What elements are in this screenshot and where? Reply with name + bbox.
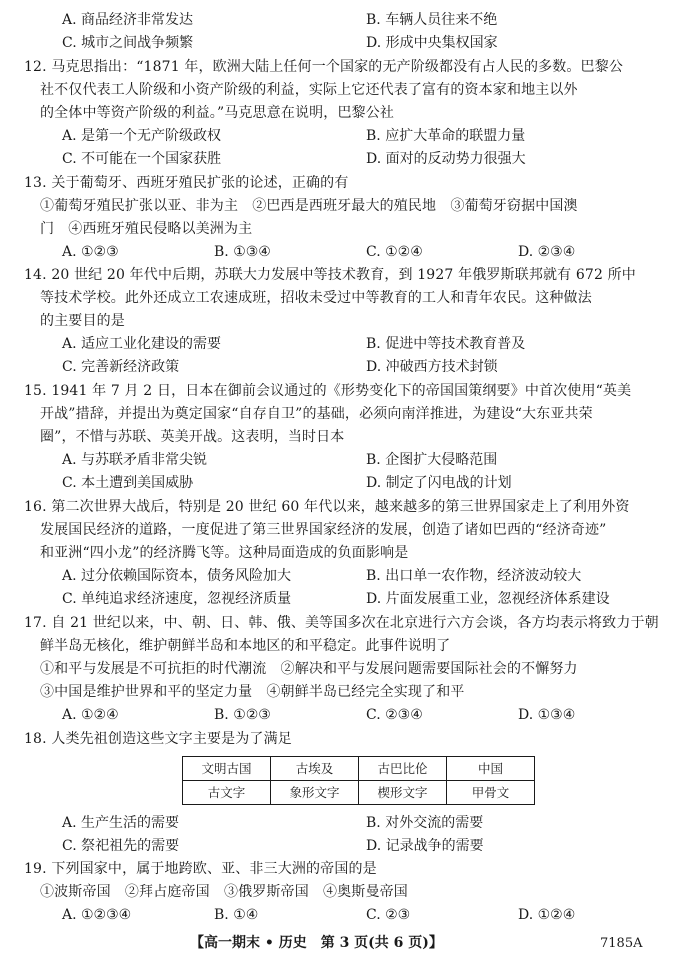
q19-option-c: C. ②③ (366, 907, 411, 923)
table-cell: 古文字 (183, 781, 271, 805)
q19-option-a: A. ①②③④ (62, 907, 132, 923)
q14-option-c: C. 完善新经济政策 (62, 359, 180, 375)
question-stem-line: 15. 1941 年 7 月 2 日，日本在御前会议通过的《形势变化下的帝国国策纲要》中首次使用“英美 (24, 383, 632, 399)
q18-option-a: A. 生产生活的需要 (62, 815, 180, 831)
q11-option-a: A. 商品经济非常发达 (62, 12, 194, 28)
q13-option-c: C. ①②④ (366, 244, 423, 260)
table-row (183, 757, 535, 781)
question-stem-line: 发展国民经济的道路，一度促进了第三世界国家经济的发展，创造了诸如巴西的“经济奇迹” (40, 522, 607, 538)
question-stem-line: 等技术学校。此外还成立工农速成班，招收未受过中等教育的工人和青年农民。这种做法 (40, 290, 592, 306)
q11-option-d: D. 形成中央集权国家 (366, 35, 498, 51)
q16-option-a: A. 过分依赖国际资本，债务风险加大 (62, 568, 292, 584)
table-cell: 古巴比伦 (359, 757, 447, 781)
table-cell: 文明古国 (183, 757, 271, 781)
question-stem-line: 17. 自 21 世纪以来，中、朝、日、韩、俄、美等国多次在北京进行六方会谈，各方均表示将致力于朝 (24, 615, 659, 631)
q12-option-d: D. 面对的反动势力很强大 (366, 151, 526, 167)
question-stem-line: 圈”，不惜与苏联、英美开战。这表明，当时日本 (40, 429, 345, 445)
q17-option-b: B. ①②③ (214, 707, 271, 723)
q17-option-c: C. ②③④ (366, 707, 423, 723)
q16-option-c: C. 单纯追求经济速度，忽视经济质量 (62, 591, 292, 607)
q18-option-c: C. 祭祀祖先的需要 (62, 838, 180, 854)
q15-option-b: B. 企图扩大侵略范围 (366, 452, 498, 468)
q12-option-b: B. 应扩大革命的联盟力量 (366, 128, 526, 144)
question-stem-line: ①和平与发展是不可抗拒的时代潮流 ②解决和平与发展问题需要国际社会的不懈努力 (40, 661, 578, 677)
table-cell: 楔形文字 (359, 781, 447, 805)
table-cell: 古埃及 (271, 757, 359, 781)
q18-option-b: B. 对外交流的需要 (366, 815, 484, 831)
q19-option-b: B. ①④ (214, 907, 259, 923)
civilization-table (182, 756, 535, 805)
question-stem-line: 12. 马克思指出：“1871 年，欧洲大陆上任何一个国家的无产阶级都没有占人民的多数。巴黎公 (24, 59, 623, 75)
table-cell: 象形文字 (271, 781, 359, 805)
question-stem-line: 14. 20 世纪 20 年代中后期，苏联大力发展中等技术教育，到 1927 年俄罗斯联邦就有 672 所中 (24, 267, 636, 283)
table-cell: 甲骨文 (447, 781, 535, 805)
q13-option-a: A. ①②③ (62, 244, 119, 260)
q15-option-c: C. 本土遭到美国威胁 (62, 475, 194, 491)
q16-option-d: D. 片面发展重工业，忽视经济体系建设 (366, 591, 610, 607)
q13-option-d: D. ②③④ (518, 244, 576, 260)
q12-option-c: C. 不可能在一个国家获胜 (62, 151, 222, 167)
q15-option-d: D. 制定了闪电战的计划 (366, 475, 512, 491)
page-footer-title: 【高一期末 • 历史 第 3 页(共 6 页)】 (190, 935, 443, 951)
table-row (183, 781, 535, 805)
q15-option-a: A. 与苏联矛盾非常尖锐 (62, 452, 208, 468)
question-stem-line: 鲜半岛无核化，维护朝鲜半岛和本地区的和平稳定。此事件说明了 (40, 638, 451, 654)
q11-option-c: C. 城市之间战争频繁 (62, 35, 194, 51)
q17-option-a: A. ①②④ (62, 707, 119, 723)
question-stem-line: 13. 关于葡萄牙、西班牙殖民扩张的论述，正确的有 (24, 175, 349, 191)
question-stem-line: 开战”措辞，并提出为奠定国家“自存自卫”的基础，必须向南洋推进，为建设“大东亚共荣 (40, 406, 593, 422)
question-stem-line: 16. 第二次世界大战后，特别是 20 世纪 60 年代以来，越来越多的第三世界国家走上了利用外资 (24, 499, 630, 515)
question-stem-line: 的主要目的是 (40, 313, 125, 329)
q17-option-d: D. ①③④ (518, 707, 576, 723)
question-stem-line: 和亚洲“四小龙”的经济腾飞等。这种局面造成的负面影响是 (40, 545, 409, 561)
paper-code: 7185A (600, 936, 643, 951)
q14-option-a: A. 适应工业化建设的需要 (62, 336, 222, 352)
q18-option-d: D. 记录战争的需要 (366, 838, 484, 854)
q14-option-d: D. 冲破西方技术封锁 (366, 359, 498, 375)
table-cell: 中国 (447, 757, 535, 781)
q11-option-b: B. 车辆人员往来不绝 (366, 12, 498, 28)
q12-option-a: A. 是第一个无产阶级政权 (62, 128, 222, 144)
question-stem-line: 的全体中等资产阶级的利益。”马克思意在说明，巴黎公社 (40, 105, 395, 121)
question-stem-line: ①葡萄牙殖民扩张以亚、非为主 ②巴西是西班牙最大的殖民地 ③葡萄牙窃据中国澳 (40, 198, 578, 214)
question-stem-line: 门 ④西班牙殖民侵略以美洲为主 (40, 221, 253, 237)
q14-option-b: B. 促进中等技术教育普及 (366, 336, 526, 352)
question-stem-line: 社不仅代表工人阶级和小资产阶级的利益，实际上它还代表了富有的资本家和地主以外 (40, 82, 578, 98)
question-stem-line: 18. 人类先祖创造这些文字主要是为了满足 (24, 731, 292, 747)
q19-option-d: D. ①②④ (518, 907, 576, 923)
q16-option-b: B. 出口单一农作物，经济波动较大 (366, 568, 582, 584)
question-stem-line: 19. 下列国家中，属于地跨欧、亚、非三大洲的帝国的是 (24, 861, 377, 877)
q13-option-b: B. ①③④ (214, 244, 271, 260)
question-stem-line: ①波斯帝国 ②拜占庭帝国 ③俄罗斯帝国 ④奥斯曼帝国 (40, 884, 408, 900)
question-stem-line: ③中国是维护世界和平的坚定力量 ④朝鲜半岛已经完全实现了和平 (40, 684, 465, 700)
